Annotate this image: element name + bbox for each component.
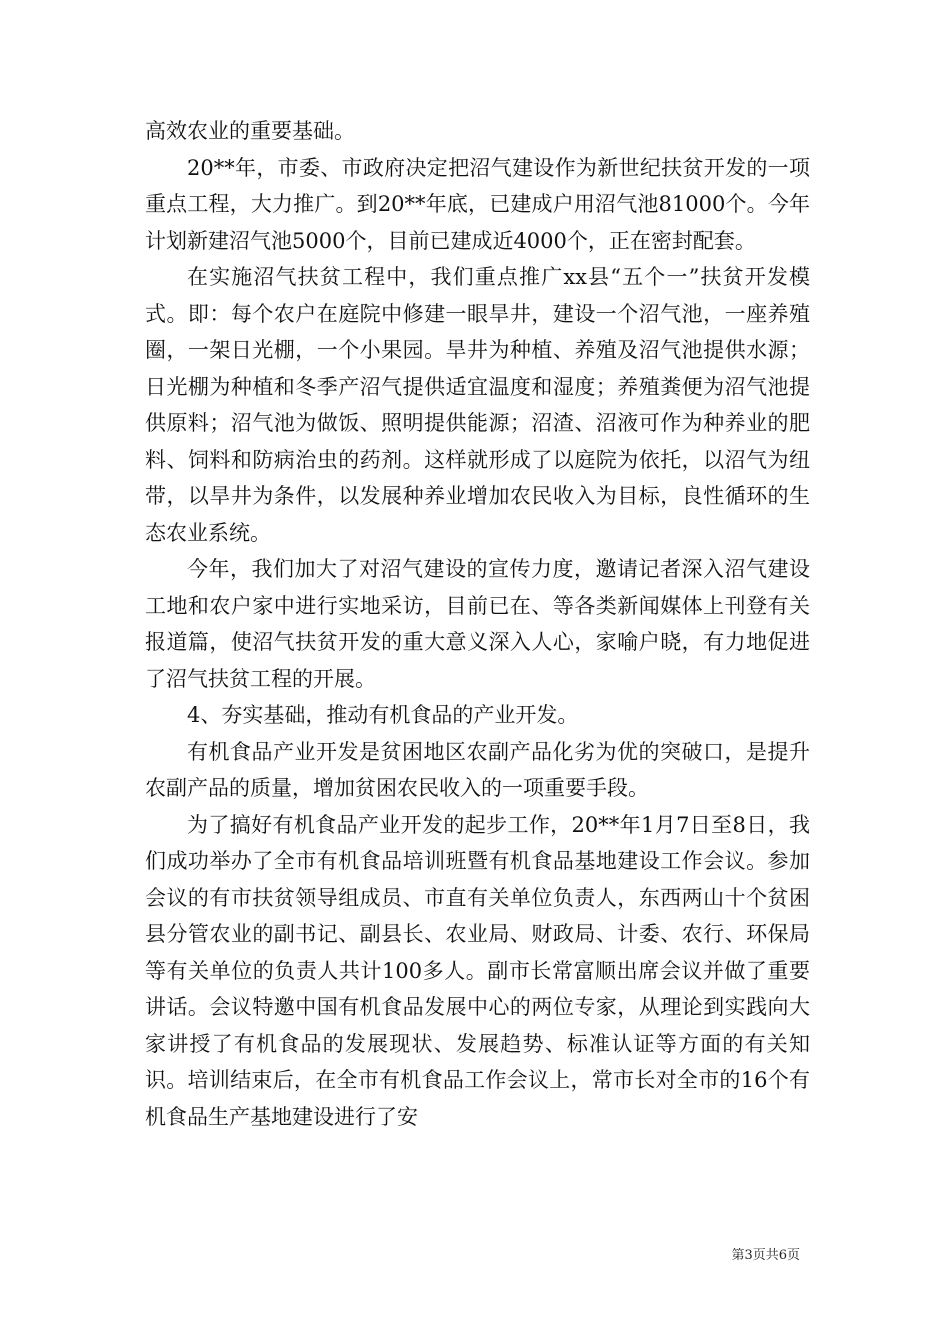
paragraph-publicity: 今年，我们加大了对沼气建设的宣传力度，邀请记者深入沼气建设工地和农户家中进行实地采访，目前已在、等各类新闻媒体上刊登有关报道篇，使沼气扶贫开发的重大意义深入人心，家喻户晓，有力地促进了沼气扶贫工程的开展。 — [145, 557, 810, 691]
document-body — [145, 113, 810, 1135]
paragraph-organic-food-importance: 有机食品产业开发是贫困地区农副产品化劣为优的突破口，是提升农副产品的质量，增加贫困农民收入的一项重要手段。 — [145, 739, 810, 800]
paragraph-biogas-construction: 20**年，市委、市政府决定把沼气建设作为新世纪扶贫开发的一项重点工程，大力推广。到20**年底，已建成户用沼气池81000个。今年计划新建沼气池5000个，目前已建成近4000个，正在密封配套。 — [145, 155, 810, 253]
section-heading-organic-food: 4、夯实基础，推动有机食品的产业开发。 — [187, 703, 579, 727]
paragraph-continuation: 高效农业的重要基础。 — [145, 119, 355, 143]
paragraph-five-ones-model: 在实施沼气扶贫工程中，我们重点推广xx县“五个一”扶贫开发模式。即：每个农户在庭院中修建一眼旱井，建设一个沼气池，一座养殖圈，一架日光棚，一个小果园。旱井为种植、养殖及沼气池提供水源；日光棚为种植和冬季产沼气提供适宜温度和湿度；养殖粪便为沼气池提供原料；沼气池为做饭、照明提供能源；沼渣、沼液可作为种养业的肥料、饲料和防病治虫的药剂。这样就形成了以庭院为依托，以沼气为纽带，以旱井为条件，以发展种养业增加农民收入为目标，良性循环的生态农业系统。 — [145, 265, 810, 545]
page-number-footer: 第3页共6页 — [731, 1248, 800, 1263]
paragraph-training-meeting: 为了搞好有机食品产业开发的起步工作，20**年1月7日至8日，我们成功举办了全市有机食品培训班暨有机食品基地建设工作会议。参加会议的有市扶贫领导组成员、市直有关单位负责人，东西两山十个贫困县分管农业的副书记、副县长、农业局、财政局、计委、农行、环保局等有关单位的负责人共计100多人。副市长常富顺出席会议并做了重要讲话。会议特邀中国有机食品发展中心的两位专家，从理论到实践向大家讲授了有机食品的发展现状、发展趋势、标准认证等方面的有关知识。培训结束后，在全市有机食品工作会议上，常市长对全市的16个有机食品生产基地建设进行了安 — [145, 812, 810, 1129]
